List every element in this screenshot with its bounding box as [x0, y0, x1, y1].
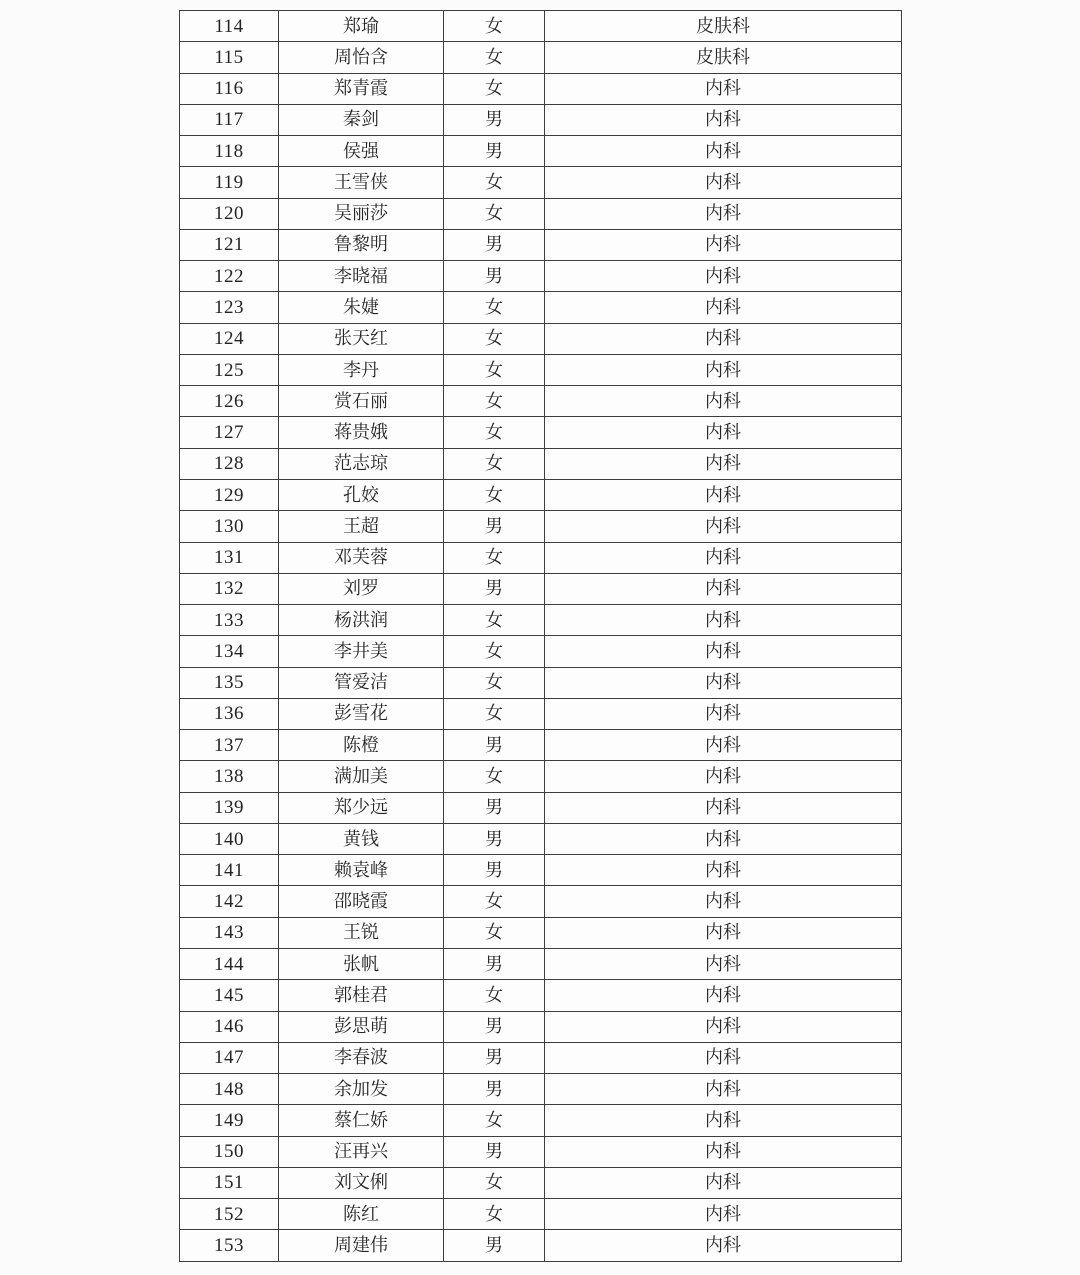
cell-gender: 女 [444, 980, 545, 1011]
cell-row-number: 139 [180, 792, 279, 823]
cell-department: 内科 [545, 261, 902, 292]
cell-gender: 男 [444, 136, 545, 167]
cell-row-number: 134 [180, 636, 279, 667]
cell-row-number: 119 [180, 167, 279, 198]
cell-row-number: 126 [180, 386, 279, 417]
cell-name: 邵晓霞 [279, 886, 444, 917]
cell-row-number: 117 [180, 104, 279, 135]
cell-row-number: 132 [180, 573, 279, 604]
cell-name: 赖袁峰 [279, 855, 444, 886]
cell-department: 内科 [545, 1074, 902, 1105]
cell-gender: 男 [444, 261, 545, 292]
cell-row-number: 131 [180, 542, 279, 573]
cell-row-number: 145 [180, 980, 279, 1011]
cell-name: 刘罗 [279, 573, 444, 604]
table-row [180, 198, 902, 229]
cell-gender: 男 [444, 823, 545, 854]
cell-department: 内科 [545, 823, 902, 854]
cell-name: 秦剑 [279, 104, 444, 135]
table-row [180, 823, 902, 854]
cell-name: 周怡含 [279, 42, 444, 73]
table-row [180, 573, 902, 604]
cell-department: 内科 [545, 136, 902, 167]
table-row [180, 292, 902, 323]
cell-name: 王雪侠 [279, 167, 444, 198]
cell-department: 内科 [545, 73, 902, 104]
cell-name: 范志琼 [279, 448, 444, 479]
table-row [180, 855, 902, 886]
cell-department: 皮肤科 [545, 11, 902, 42]
table-row [180, 1074, 902, 1105]
cell-name: 李丹 [279, 354, 444, 385]
cell-row-number: 129 [180, 479, 279, 510]
cell-row-number: 115 [180, 42, 279, 73]
cell-row-number: 151 [180, 1167, 279, 1198]
cell-row-number: 146 [180, 1011, 279, 1042]
table-row [180, 73, 902, 104]
cell-name: 郑青霞 [279, 73, 444, 104]
table-row [180, 42, 902, 73]
cell-name: 吴丽莎 [279, 198, 444, 229]
cell-row-number: 135 [180, 667, 279, 698]
cell-row-number: 140 [180, 823, 279, 854]
cell-name: 管爱洁 [279, 667, 444, 698]
cell-gender: 男 [444, 855, 545, 886]
cell-department: 内科 [545, 323, 902, 354]
cell-department: 内科 [545, 386, 902, 417]
cell-gender: 女 [444, 761, 545, 792]
cell-row-number: 118 [180, 136, 279, 167]
table-row [180, 1105, 902, 1136]
cell-gender: 男 [444, 1011, 545, 1042]
table-row [180, 1136, 902, 1167]
table-row [180, 792, 902, 823]
cell-row-number: 130 [180, 511, 279, 542]
cell-gender: 男 [444, 104, 545, 135]
cell-name: 汪再兴 [279, 1136, 444, 1167]
cell-row-number: 150 [180, 1136, 279, 1167]
cell-gender: 女 [444, 292, 545, 323]
cell-row-number: 137 [180, 730, 279, 761]
cell-row-number: 123 [180, 292, 279, 323]
cell-department: 内科 [545, 636, 902, 667]
cell-row-number: 122 [180, 261, 279, 292]
cell-department: 内科 [545, 886, 902, 917]
table-row [180, 136, 902, 167]
cell-department: 内科 [545, 605, 902, 636]
table-row [180, 448, 902, 479]
cell-name: 朱婕 [279, 292, 444, 323]
cell-name: 蒋贵娥 [279, 417, 444, 448]
table-body [180, 11, 902, 1262]
cell-gender: 男 [444, 511, 545, 542]
cell-name: 赏石丽 [279, 386, 444, 417]
cell-department: 内科 [545, 730, 902, 761]
cell-department: 内科 [545, 1136, 902, 1167]
cell-row-number: 133 [180, 605, 279, 636]
cell-name: 王锐 [279, 917, 444, 948]
cell-department: 内科 [545, 1042, 902, 1073]
cell-name: 张帆 [279, 948, 444, 979]
cell-department: 内科 [545, 479, 902, 510]
cell-gender: 男 [444, 1074, 545, 1105]
table-row [180, 917, 902, 948]
cell-name: 鲁黎明 [279, 229, 444, 260]
cell-department: 内科 [545, 417, 902, 448]
table-row [180, 229, 902, 260]
cell-gender: 女 [444, 886, 545, 917]
cell-gender: 男 [444, 948, 545, 979]
cell-name: 郭桂君 [279, 980, 444, 1011]
cell-row-number: 116 [180, 73, 279, 104]
cell-gender: 女 [444, 1167, 545, 1198]
cell-row-number: 153 [180, 1230, 279, 1262]
cell-row-number: 114 [180, 11, 279, 42]
table-row [180, 323, 902, 354]
cell-gender: 女 [444, 479, 545, 510]
cell-row-number: 148 [180, 1074, 279, 1105]
table-row [180, 479, 902, 510]
cell-gender: 男 [444, 1136, 545, 1167]
table-row [180, 948, 902, 979]
cell-gender: 女 [444, 386, 545, 417]
cell-name: 黄钱 [279, 823, 444, 854]
cell-gender: 女 [444, 698, 545, 729]
cell-department: 内科 [545, 198, 902, 229]
table-row [180, 730, 902, 761]
cell-department: 内科 [545, 698, 902, 729]
cell-gender: 女 [444, 42, 545, 73]
cell-department: 内科 [545, 855, 902, 886]
table-row [180, 667, 902, 698]
cell-row-number: 127 [180, 417, 279, 448]
cell-gender: 女 [444, 198, 545, 229]
cell-name: 蔡仁娇 [279, 1105, 444, 1136]
cell-department: 内科 [545, 573, 902, 604]
cell-gender: 女 [444, 636, 545, 667]
cell-row-number: 147 [180, 1042, 279, 1073]
cell-department: 内科 [545, 792, 902, 823]
cell-row-number: 120 [180, 198, 279, 229]
cell-row-number: 143 [180, 917, 279, 948]
cell-department: 内科 [545, 229, 902, 260]
cell-department: 内科 [545, 1011, 902, 1042]
cell-row-number: 121 [180, 229, 279, 260]
cell-row-number: 124 [180, 323, 279, 354]
cell-gender: 女 [444, 542, 545, 573]
cell-department: 内科 [545, 448, 902, 479]
cell-gender: 女 [444, 605, 545, 636]
cell-name: 侯强 [279, 136, 444, 167]
cell-name: 满加美 [279, 761, 444, 792]
cell-name: 彭雪花 [279, 698, 444, 729]
table-row [180, 1011, 902, 1042]
cell-department: 内科 [545, 167, 902, 198]
cell-department: 内科 [545, 1105, 902, 1136]
cell-gender: 男 [444, 573, 545, 604]
table-row [180, 1042, 902, 1073]
table-row [180, 636, 902, 667]
cell-gender: 女 [444, 917, 545, 948]
table-row [180, 761, 902, 792]
cell-gender: 女 [444, 354, 545, 385]
table-row [180, 11, 902, 42]
cell-row-number: 128 [180, 448, 279, 479]
table-row [180, 980, 902, 1011]
cell-gender: 男 [444, 730, 545, 761]
cell-department: 内科 [545, 292, 902, 323]
cell-row-number: 152 [180, 1199, 279, 1230]
cell-name: 刘文俐 [279, 1167, 444, 1198]
cell-name: 孔姣 [279, 479, 444, 510]
cell-row-number: 149 [180, 1105, 279, 1136]
cell-gender: 男 [444, 792, 545, 823]
table-row [180, 386, 902, 417]
cell-name: 李春波 [279, 1042, 444, 1073]
cell-gender: 男 [444, 1230, 545, 1262]
cell-name: 邓芙蓉 [279, 542, 444, 573]
cell-name: 陈橙 [279, 730, 444, 761]
table-row [180, 1167, 902, 1198]
cell-gender: 女 [444, 73, 545, 104]
cell-department: 内科 [545, 104, 902, 135]
cell-department: 内科 [545, 1167, 902, 1198]
table-row [180, 886, 902, 917]
cell-name: 郑少远 [279, 792, 444, 823]
cell-department: 内科 [545, 667, 902, 698]
table-row [180, 104, 902, 135]
cell-gender: 男 [444, 1042, 545, 1073]
table-row [180, 542, 902, 573]
table-row [180, 1199, 902, 1230]
cell-department: 内科 [545, 1199, 902, 1230]
cell-gender: 女 [444, 323, 545, 354]
table-row [180, 261, 902, 292]
table-row [180, 605, 902, 636]
table-row [180, 511, 902, 542]
cell-row-number: 142 [180, 886, 279, 917]
cell-department: 皮肤科 [545, 42, 902, 73]
cell-row-number: 138 [180, 761, 279, 792]
cell-name: 李井美 [279, 636, 444, 667]
cell-department: 内科 [545, 354, 902, 385]
cell-department: 内科 [545, 542, 902, 573]
cell-department: 内科 [545, 948, 902, 979]
cell-name: 周建伟 [279, 1230, 444, 1262]
cell-name: 张天红 [279, 323, 444, 354]
cell-name: 王超 [279, 511, 444, 542]
cell-gender: 女 [444, 417, 545, 448]
cell-name: 陈红 [279, 1199, 444, 1230]
cell-gender: 女 [444, 11, 545, 42]
cell-gender: 女 [444, 448, 545, 479]
cell-row-number: 144 [180, 948, 279, 979]
cell-gender: 女 [444, 1105, 545, 1136]
cell-name: 杨洪润 [279, 605, 444, 636]
table-row [180, 698, 902, 729]
cell-department: 内科 [545, 1230, 902, 1262]
cell-name: 彭思萌 [279, 1011, 444, 1042]
table-row [180, 354, 902, 385]
cell-department: 内科 [545, 917, 902, 948]
cell-department: 内科 [545, 511, 902, 542]
cell-name: 郑瑜 [279, 11, 444, 42]
cell-row-number: 125 [180, 354, 279, 385]
cell-gender: 男 [444, 229, 545, 260]
cell-department: 内科 [545, 980, 902, 1011]
table-row [180, 167, 902, 198]
cell-name: 余加发 [279, 1074, 444, 1105]
cell-gender: 女 [444, 667, 545, 698]
cell-gender: 女 [444, 167, 545, 198]
cell-department: 内科 [545, 761, 902, 792]
personnel-roster-table [179, 10, 902, 1262]
cell-gender: 女 [444, 1199, 545, 1230]
table-row [180, 417, 902, 448]
table-row [180, 1230, 902, 1262]
cell-name: 李晓福 [279, 261, 444, 292]
cell-row-number: 141 [180, 855, 279, 886]
cell-row-number: 136 [180, 698, 279, 729]
